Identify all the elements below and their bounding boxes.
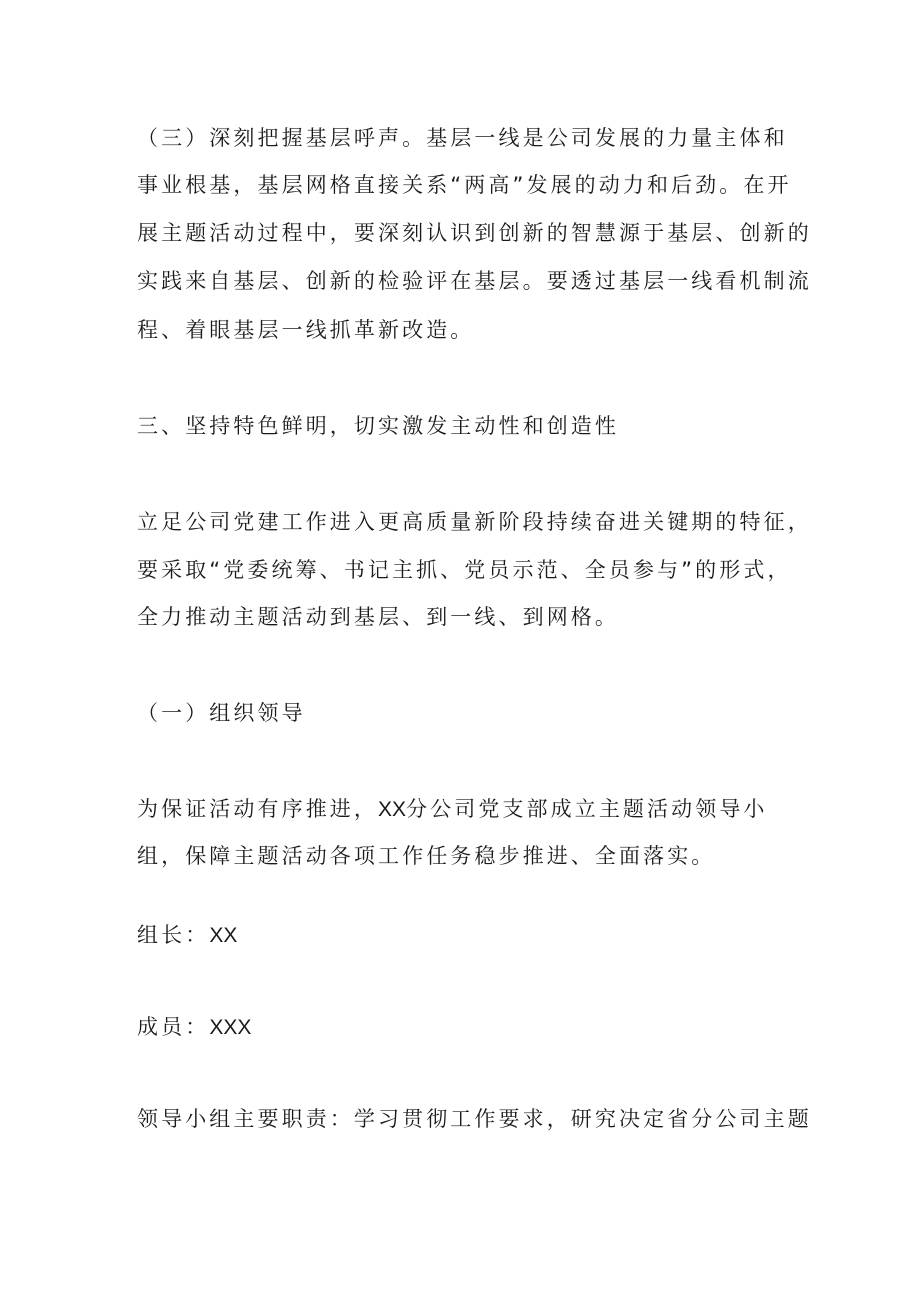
duties-line: 领导小组主要职责：学习贯彻工作要求，研究决定省分公司主题 [137,1107,812,1131]
paragraph-line: 要采取“党委统筹、书记主抓、党员示范、全员参与”的形式， [137,558,792,582]
paragraph-text: 分公司党支部成立主题活动领导小 [406,797,768,821]
leader-label: 组长： [137,923,210,947]
section-heading: 三、坚持特色鲜明，切实激发主动性和创造性 [137,414,619,438]
paragraph-line: 展主题活动过程中，要深刻认识到创新的智慧源于基层、创新的 [137,221,812,245]
paragraph-line: 事业根基，基层网格直接关系“两高”发展的动力和后劲。在开 [137,173,792,197]
members-value: XXX [209,1016,252,1039]
paragraph-line: 全力推动主题活动到基层、到一线、到网格。 [137,605,619,629]
members-label: 成员： [137,1015,210,1039]
leader-value: XX [209,924,238,947]
paragraph-line: （三）深刻把握基层呼声。基层一线是公司发展的力量主体和 [137,126,788,150]
subsection-heading: （一）组织领导 [137,701,306,725]
paragraph-line: 组，保障主题活动各项工作任务稳步推进、全面落实。 [137,844,716,868]
leader-line [137,921,237,950]
paragraph-text: 为保证活动有序推进， [137,797,378,821]
placeholder-text: XX [378,798,407,821]
paragraph-line: 程、着眼基层一线抓革新改造。 [137,318,475,342]
paragraph-line: 实践来自基层、创新的检验评在基层。要透过基层一线看机制流 [137,269,812,293]
paragraph-line: 立足公司党建工作进入更高质量新阶段持续奋进关键期的特征， [137,510,812,534]
paragraph-line [137,795,768,824]
members-line [137,1013,251,1042]
